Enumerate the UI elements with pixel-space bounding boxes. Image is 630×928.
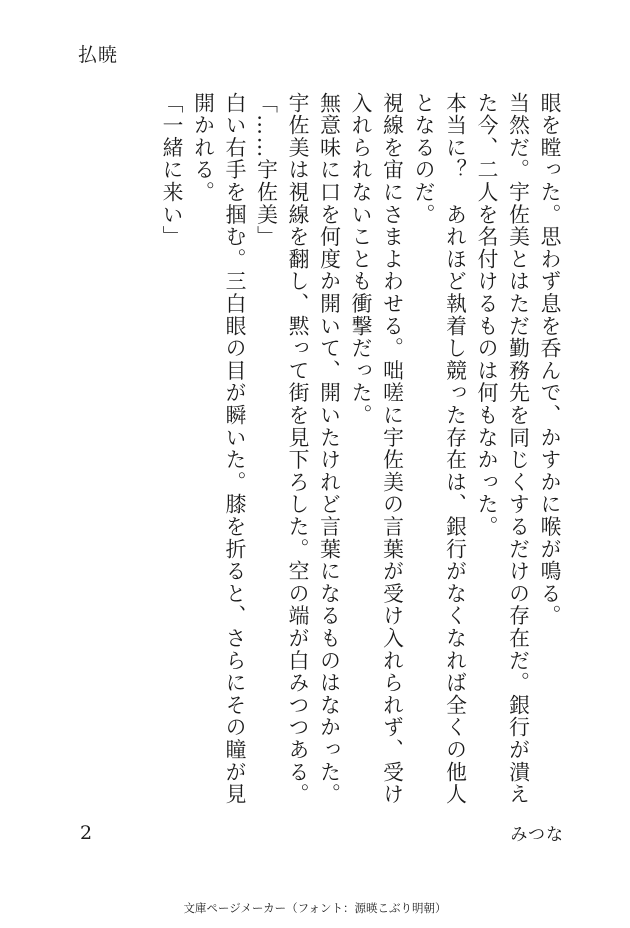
text-line: 開かれる。 — [190, 92, 215, 204]
text-line: となるのだ。 — [411, 92, 435, 226]
text-line: 当然だ。宇佐美とはただ勤務先を同じくするだけの存在だ。銀行が潰え — [505, 92, 530, 806]
text-line: 視線を宙にさまよわせる。咄嗟に宇佐美の言葉が受け入れられず、受け — [379, 92, 404, 806]
app-credit: 文庫ページメーカー（フォント：源暎こぶり明朝） — [183, 901, 447, 915]
page-number: 2 — [80, 822, 93, 844]
page-title: 払暁 — [78, 44, 119, 66]
text-line: た今、二人を名付けるものは何もなかった。 — [474, 92, 498, 538]
text-line: 白い右手を掴む。三白眼の目が瞬いた。膝を折ると、さらにその瞳が見 — [222, 92, 246, 806]
text-line: 宇佐美は視線を翻し、黙って街を見下ろした。空の端が白みつつある。 — [285, 92, 309, 806]
text-line: 入れられないことも衝撃だった。 — [348, 92, 372, 427]
text-line: 本当に？ あれほど執着し競った存在は、銀行がなくなれば全くの他人 — [442, 92, 467, 806]
author-name: みつな — [510, 825, 564, 845]
text-line: 無意味に口を何度か開いて、開いたけれど言葉になるものはなかった。 — [316, 92, 341, 806]
text-line: 「一緒に来い」 — [159, 92, 183, 249]
text-line: 眼を瞠った。思わず息を呑んで、かすかに喉が鳴る。 — [537, 92, 561, 628]
vertical-body-text — [64, 92, 564, 806]
text-line: 「……宇佐美」 — [253, 92, 278, 249]
